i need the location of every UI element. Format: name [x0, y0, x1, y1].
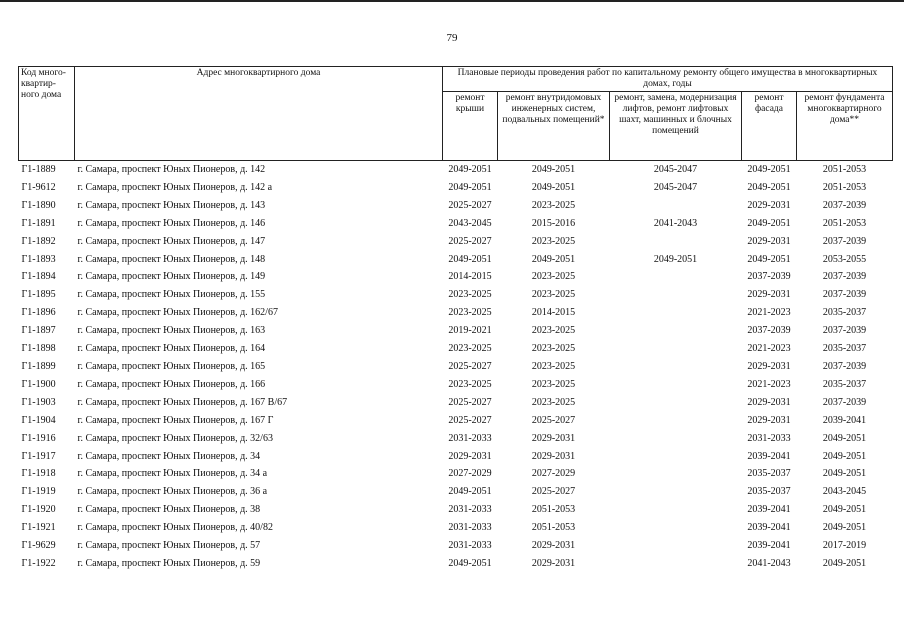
cell-foundation: 2043-2045 [822, 486, 867, 498]
cell-address: г. Самара, проспект Юных Пионеров, д. 38 [77, 504, 261, 516]
cell-lifts: 2045-2047 [653, 181, 698, 193]
capital-repair-table [18, 66, 893, 573]
cell-address: г. Самара, проспект Юных Пионеров, д. 34 а [77, 468, 268, 480]
cell-lifts [610, 483, 742, 501]
cell-lifts [610, 519, 742, 537]
cell-foundation: 2049-2051 [822, 432, 867, 444]
cell-lifts [610, 555, 742, 573]
header-roof: ремонт крыши [443, 92, 498, 161]
cell-address: г. Самара, проспект Юных Пионеров, д. 167 В/67 [77, 396, 288, 408]
cell-foundation: 2051-2053 [822, 217, 867, 229]
table-row [19, 322, 893, 340]
cell-facade: 2049-2051 [747, 217, 791, 229]
cell-lifts [610, 430, 742, 448]
cell-lifts [610, 322, 742, 340]
cell-code: Г1-1919 [21, 486, 56, 498]
cell-systems: 2051-2053 [531, 504, 576, 516]
table-row [19, 233, 893, 251]
cell-foundation: 2037-2039 [822, 199, 867, 211]
table-row [19, 448, 893, 466]
cell-foundation: 2037-2039 [822, 360, 867, 372]
cell-facade: 2041-2043 [747, 557, 791, 569]
cell-foundation: 2051-2053 [822, 164, 867, 175]
cell-address: г. Самара, проспект Юных Пионеров, д. 166 [77, 378, 266, 390]
header-periods: Плановые периоды проведения работ по капитальному ремонту общего имущества в многоквартирных домах, годы [443, 67, 893, 92]
cell-foundation: 2049-2051 [822, 504, 867, 516]
cell-systems: 2029-2031 [531, 450, 576, 462]
cell-foundation: 2051-2053 [822, 181, 867, 193]
header-systems: ремонт внутридомовых инженерных систем, подвальных помещений* [498, 92, 610, 161]
cell-systems: 2029-2031 [531, 557, 576, 569]
cell-systems: 2023-2025 [531, 396, 576, 408]
cell-roof: 2025-2027 [448, 360, 492, 372]
cell-foundation: 2049-2051 [822, 450, 867, 462]
cell-code: Г1-1898 [21, 343, 56, 355]
cell-address: г. Самара, проспект Юных Пионеров, д. 40/82 [77, 522, 273, 534]
table-row [19, 251, 893, 269]
cell-lifts [610, 358, 742, 376]
cell-code: Г1-1904 [21, 414, 56, 426]
cell-facade: 2037-2039 [747, 271, 791, 283]
cell-foundation: 2037-2039 [822, 289, 867, 301]
cell-foundation: 2037-2039 [822, 325, 867, 337]
cell-facade: 2029-2031 [747, 235, 791, 247]
header-foundation: ремонт фундамента многоквартирного дома** [797, 92, 893, 161]
cell-lifts [610, 304, 742, 322]
cell-foundation: 2035-2037 [822, 307, 867, 319]
cell-code: Г1-1892 [21, 235, 56, 247]
cell-roof: 2023-2025 [448, 378, 492, 390]
cell-address: г. Самара, проспект Юных Пионеров, д. 149 [77, 271, 266, 283]
header-code: Код много-квартир-ного дома [19, 67, 75, 161]
cell-systems: 2049-2051 [531, 164, 576, 175]
top-border-rule [0, 0, 904, 2]
cell-foundation: 2017-2019 [822, 540, 867, 552]
cell-foundation: 2037-2039 [822, 235, 867, 247]
table-row [19, 412, 893, 430]
cell-systems: 2023-2025 [531, 199, 576, 211]
table-row [19, 268, 893, 286]
cell-code: Г1-9629 [21, 540, 56, 552]
cell-systems: 2014-2015 [531, 307, 576, 319]
cell-lifts: 2049-2051 [653, 253, 698, 265]
cell-roof: 2049-2051 [448, 557, 492, 569]
cell-lifts [610, 394, 742, 412]
header-lifts: ремонт, замена, модернизация лифтов, ремонт лифтовых шахт, машинных и блочных помещений [610, 92, 742, 161]
cell-roof: 2025-2027 [448, 396, 492, 408]
cell-lifts [610, 197, 742, 215]
cell-code: Г1-1896 [21, 307, 56, 319]
cell-foundation: 2049-2051 [822, 468, 867, 480]
cell-code: Г1-1895 [21, 289, 56, 301]
cell-address: г. Самара, проспект Юных Пионеров, д. 142 [77, 164, 266, 175]
cell-address: г. Самара, проспект Юных Пионеров, д. 59 [77, 557, 261, 569]
cell-roof: 2025-2027 [448, 199, 492, 211]
cell-lifts [610, 537, 742, 555]
cell-facade: 2039-2041 [747, 504, 791, 516]
cell-facade: 2029-2031 [747, 396, 791, 408]
cell-code: Г1-1899 [21, 360, 56, 372]
cell-facade: 2039-2041 [747, 540, 791, 552]
cell-address: г. Самара, проспект Юных Пионеров, д. 36 а [77, 486, 268, 498]
cell-code: Г1-1921 [21, 522, 56, 534]
cell-address: г. Самара, проспект Юных Пионеров, д. 147 [77, 235, 266, 247]
cell-code: Г1-1889 [21, 164, 56, 175]
cell-lifts: 2041-2043 [653, 217, 698, 229]
cell-code: Г1-1903 [21, 396, 56, 408]
cell-systems: 2023-2025 [531, 289, 576, 301]
cell-facade: 2049-2051 [747, 253, 791, 265]
cell-systems: 2023-2025 [531, 271, 576, 283]
cell-roof: 2049-2051 [448, 181, 492, 193]
cell-foundation: 2039-2041 [822, 414, 867, 426]
cell-facade: 2021-2023 [747, 378, 791, 390]
cell-code: Г1-1916 [21, 432, 56, 444]
table-row [19, 215, 893, 233]
table-row [19, 197, 893, 215]
cell-roof: 2014-2015 [448, 271, 492, 283]
cell-roof: 2027-2029 [448, 468, 492, 480]
cell-address: г. Самара, проспект Юных Пионеров, д. 143 [77, 199, 266, 211]
cell-lifts [610, 501, 742, 519]
cell-systems: 2049-2051 [531, 181, 576, 193]
table-row [19, 179, 893, 197]
cell-roof: 2023-2025 [448, 289, 492, 301]
cell-address: г. Самара, проспект Юных Пионеров, д. 165 [77, 360, 266, 372]
cell-roof: 2025-2027 [448, 235, 492, 247]
cell-address: г. Самара, проспект Юных Пионеров, д. 162/67 [77, 307, 278, 319]
table-row [19, 483, 893, 501]
cell-roof: 2031-2033 [448, 432, 492, 444]
table-row [19, 465, 893, 483]
cell-roof: 2043-2045 [448, 217, 492, 229]
cell-code: Г1-1900 [21, 378, 56, 390]
cell-facade: 2029-2031 [747, 199, 791, 211]
table-body [19, 161, 893, 573]
cell-roof: 2023-2025 [448, 343, 492, 355]
cell-code: Г1-1891 [21, 217, 56, 229]
cell-code: Г1-1922 [21, 557, 56, 569]
cell-systems: 2015-2016 [531, 217, 576, 229]
cell-systems: 2023-2025 [531, 343, 576, 355]
cell-lifts [610, 448, 742, 466]
cell-roof: 2029-2031 [448, 450, 492, 462]
table-row [19, 501, 893, 519]
cell-code: Г1-1920 [21, 504, 56, 516]
cell-code: Г1-9612 [21, 181, 56, 193]
cell-systems: 2049-2051 [531, 253, 576, 265]
cell-code: Г1-1893 [21, 253, 56, 265]
table-row [19, 340, 893, 358]
cell-facade: 2029-2031 [747, 414, 791, 426]
cell-facade: 2021-2023 [747, 343, 791, 355]
table-row [19, 394, 893, 412]
cell-lifts [610, 376, 742, 394]
cell-facade: 2035-2037 [747, 486, 791, 498]
cell-roof: 2025-2027 [448, 414, 492, 426]
cell-address: г. Самара, проспект Юных Пионеров, д. 163 [77, 325, 266, 337]
cell-address: г. Самара, проспект Юных Пионеров, д. 164 [77, 343, 266, 355]
cell-code: Г1-1918 [21, 468, 56, 480]
cell-systems: 2051-2053 [531, 522, 576, 534]
cell-address: г. Самара, проспект Юных Пионеров, д. 34 [77, 450, 261, 462]
cell-foundation: 2037-2039 [822, 396, 867, 408]
table-row [19, 555, 893, 573]
header-facade: ремонт фасада [742, 92, 797, 161]
cell-facade: 2031-2033 [747, 432, 791, 444]
cell-systems: 2023-2025 [531, 378, 576, 390]
cell-systems: 2023-2025 [531, 325, 576, 337]
cell-facade: 2049-2051 [747, 164, 791, 175]
cell-systems: 2025-2027 [531, 486, 576, 498]
cell-address: г. Самара, проспект Юных Пионеров, д. 57 [77, 540, 261, 552]
cell-roof: 2031-2033 [448, 504, 492, 516]
cell-roof: 2023-2025 [448, 307, 492, 319]
cell-address: г. Самара, проспект Юных Пионеров, д. 155 [77, 289, 266, 301]
cell-address: г. Самара, проспект Юных Пионеров, д. 146 [77, 217, 266, 229]
cell-foundation: 2035-2037 [822, 343, 867, 355]
cell-facade: 2039-2041 [747, 450, 791, 462]
cell-address: г. Самара, проспект Юных Пионеров, д. 148 [77, 253, 266, 265]
table-row [19, 286, 893, 304]
cell-code: Г1-1897 [21, 325, 56, 337]
cell-roof: 2049-2051 [448, 253, 492, 265]
cell-systems: 2029-2031 [531, 540, 576, 552]
table-row [19, 304, 893, 322]
cell-lifts [610, 268, 742, 286]
header-address: Адрес многоквартирного дома [75, 67, 443, 161]
cell-foundation: 2035-2037 [822, 378, 867, 390]
table-row [19, 358, 893, 376]
cell-address: г. Самара, проспект Юных Пионеров, д. 142 а [77, 181, 273, 193]
cell-lifts [610, 340, 742, 358]
cell-facade: 2021-2023 [747, 307, 791, 319]
cell-code: Г1-1890 [21, 199, 56, 211]
cell-lifts: 2045-2047 [653, 164, 698, 175]
cell-facade: 2029-2031 [747, 289, 791, 301]
cell-roof: 2031-2033 [448, 540, 492, 552]
cell-code: Г1-1917 [21, 450, 56, 462]
cell-foundation: 2049-2051 [822, 522, 867, 534]
page-number: 79 [446, 32, 458, 44]
table-row [19, 161, 893, 179]
cell-systems: 2023-2025 [531, 235, 576, 247]
cell-roof: 2049-2051 [448, 164, 492, 175]
cell-address: г. Самара, проспект Юных Пионеров, д. 167 Г [77, 414, 274, 426]
cell-code: Г1-1894 [21, 271, 56, 283]
cell-roof: 2019-2021 [448, 325, 492, 337]
cell-lifts [610, 412, 742, 430]
cell-foundation: 2049-2051 [822, 557, 867, 569]
cell-roof: 2031-2033 [448, 522, 492, 534]
cell-facade: 2037-2039 [747, 325, 791, 337]
cell-systems: 2023-2025 [531, 360, 576, 372]
cell-lifts [610, 233, 742, 251]
table-row [19, 430, 893, 448]
cell-facade: 2029-2031 [747, 360, 791, 372]
cell-systems: 2025-2027 [531, 414, 576, 426]
table-row [19, 519, 893, 537]
table-row [19, 376, 893, 394]
cell-lifts [610, 465, 742, 483]
cell-facade: 2035-2037 [747, 468, 791, 480]
cell-systems: 2027-2029 [531, 468, 576, 480]
cell-foundation: 2037-2039 [822, 271, 867, 283]
cell-address: г. Самара, проспект Юных Пионеров, д. 32/63 [77, 432, 273, 444]
table-row [19, 537, 893, 555]
cell-facade: 2039-2041 [747, 522, 791, 534]
cell-systems: 2029-2031 [531, 432, 576, 444]
cell-lifts [610, 286, 742, 304]
cell-roof: 2049-2051 [448, 486, 492, 498]
cell-foundation: 2053-2055 [822, 253, 867, 265]
cell-facade: 2049-2051 [747, 181, 791, 193]
